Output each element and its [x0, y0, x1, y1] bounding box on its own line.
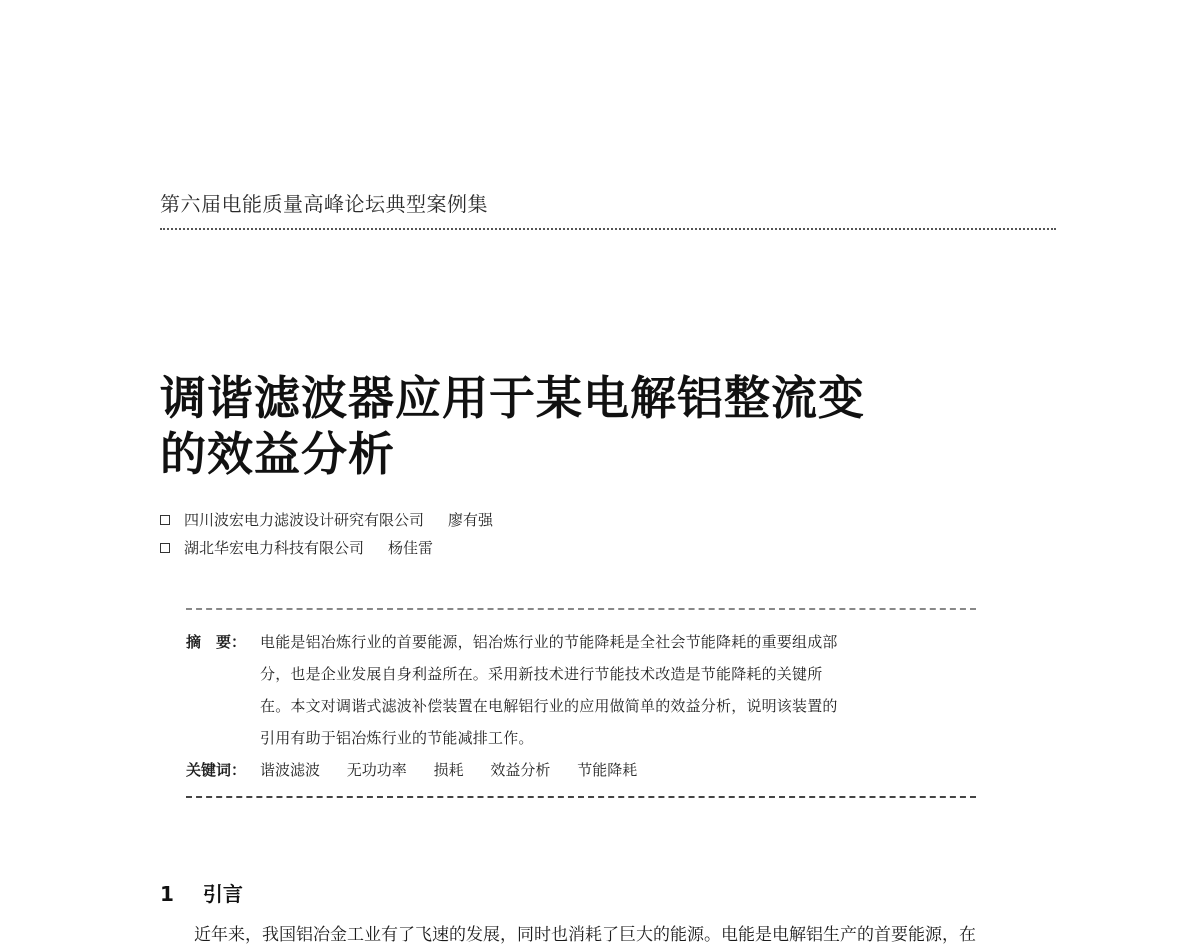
- body-paragraph: 近年来，我国铝冶金工业有了飞速的发展，同时也消耗了巨大的能源。电能是电解铝生产的首要能源，在: [194, 925, 976, 945]
- keywords-label: 关键词：: [186, 761, 247, 779]
- author-list: [160, 506, 493, 562]
- paper-title-line-2: 的效益分析: [160, 427, 395, 481]
- header-divider: [160, 228, 1056, 230]
- abstract-line: 分，也是企业发展自身利益所在。采用新技术进行节能技术改造是节能降耗的关键所: [260, 665, 823, 683]
- keyword: 损耗: [433, 761, 464, 779]
- author-name: 杨佳雷: [388, 539, 434, 557]
- abstract-line: 在。本文对调谐式滤波补偿装置在电解铝行业的应用做简单的效益分析，说明该装置的: [260, 697, 838, 715]
- keywords-row: [186, 754, 978, 786]
- abstract-block: [186, 626, 978, 786]
- keyword: 节能降耗: [577, 761, 638, 779]
- keyword: 效益分析: [490, 761, 551, 779]
- section-heading: [160, 878, 243, 907]
- author-affiliation: 四川波宏电力滤波设计研究有限公司: [184, 511, 425, 529]
- section-title: 引言: [202, 882, 243, 906]
- abstract-text: [260, 626, 838, 754]
- author-affiliation: 湖北华宏电力科技有限公司: [184, 539, 365, 557]
- paper-title-line-1: 调谐滤波器应用于某电解铝整流变: [160, 371, 865, 425]
- abstract-top-divider: [186, 608, 976, 610]
- abstract-line: 引用有助于铝冶炼行业的节能减排工作。: [260, 729, 534, 747]
- square-bullet-icon: [160, 515, 170, 525]
- keyword: 谐波滤波: [260, 761, 321, 779]
- author-entry: [160, 534, 493, 562]
- running-header: 第六届电能质量高峰论坛典型案例集: [160, 192, 488, 216]
- square-bullet-icon: [160, 543, 170, 553]
- abstract-label: 摘 要：: [186, 633, 247, 651]
- section-number: 1: [160, 882, 174, 906]
- abstract-bottom-divider: [186, 796, 976, 798]
- paper-title: [160, 370, 865, 482]
- author-name: 廖有强: [448, 511, 494, 529]
- author-entry: [160, 506, 493, 534]
- keyword: 无功功率: [346, 761, 407, 779]
- abstract-line: 电能是铝冶炼行业的首要能源，铝冶炼行业的节能降耗是全社会节能降耗的重要组成部: [260, 633, 838, 651]
